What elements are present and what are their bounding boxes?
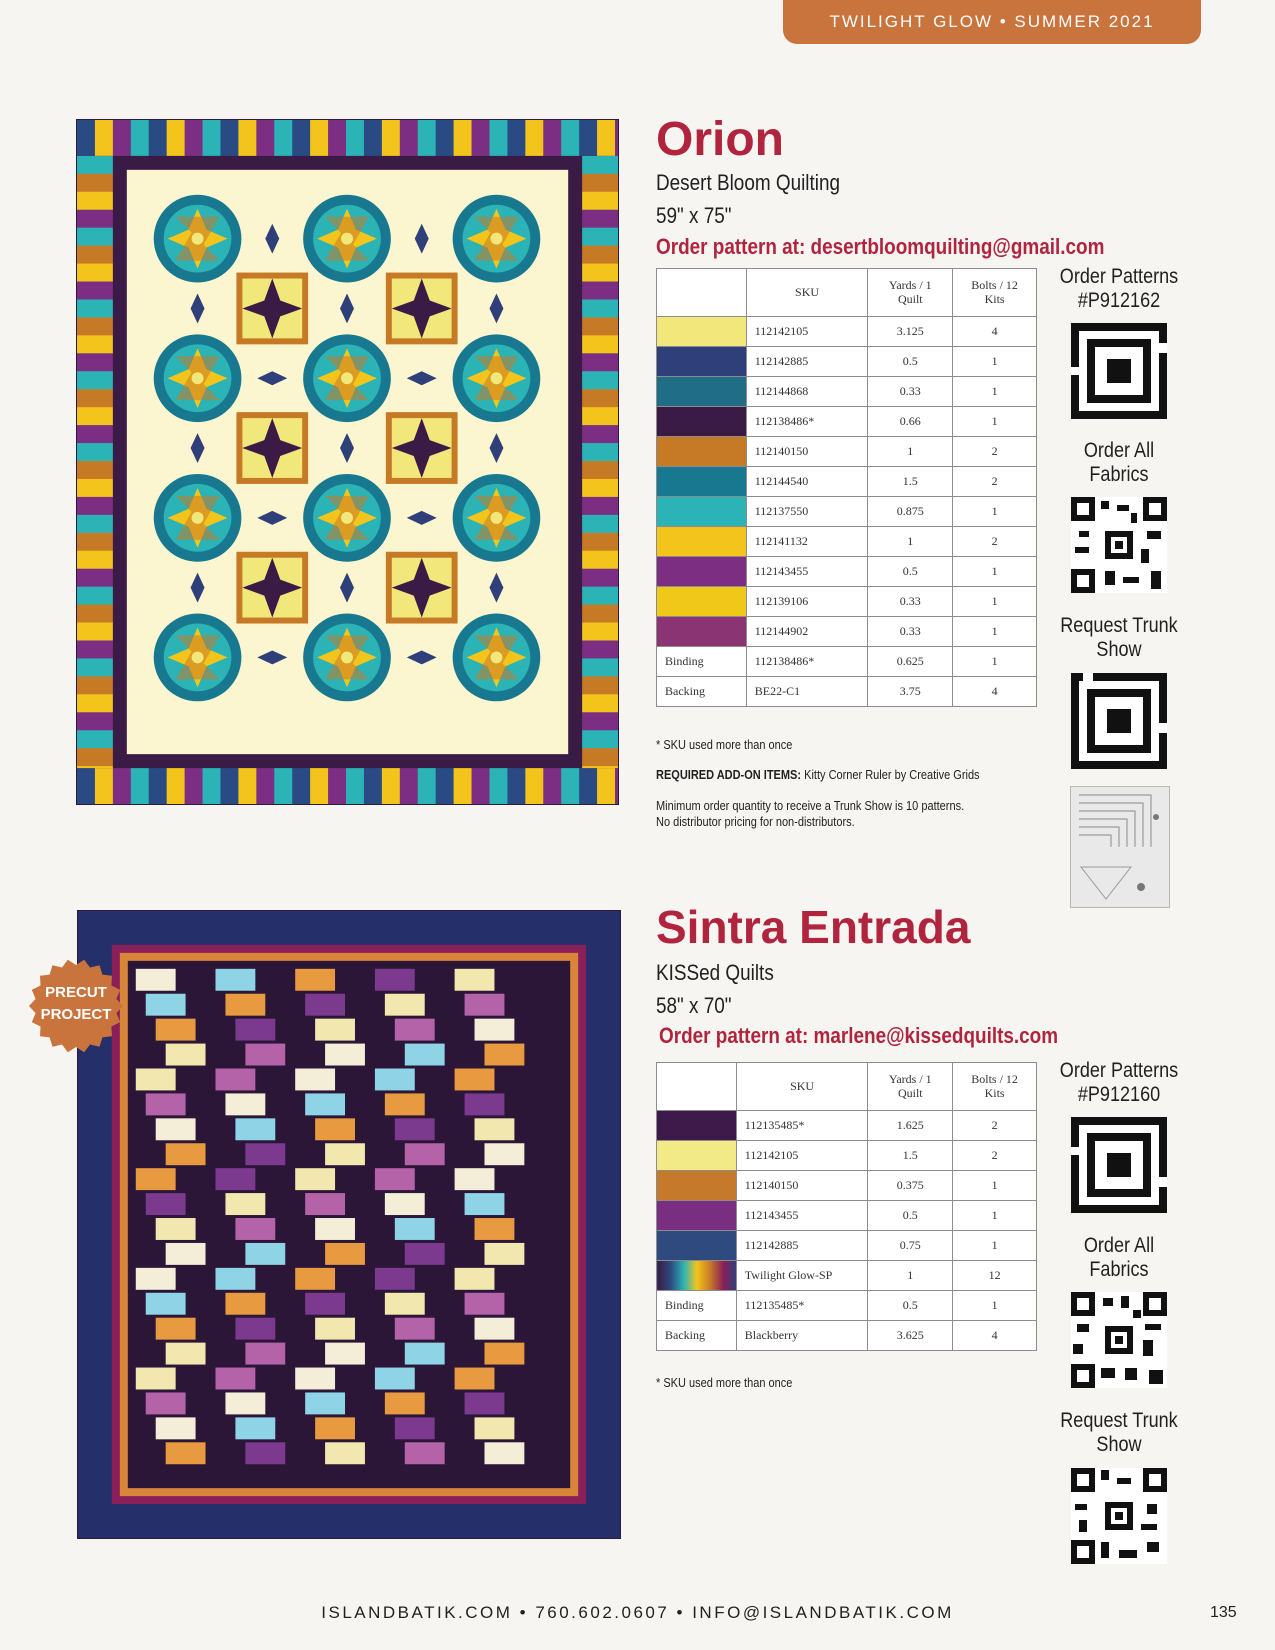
orion-order-fabrics-qr-icon[interactable]: [1071, 497, 1167, 593]
quilt-brick: [395, 1118, 435, 1140]
sintra-size: 58" x 70": [656, 993, 732, 1018]
sku: 112142105: [736, 1141, 868, 1171]
quilt-brick: [375, 1068, 415, 1090]
quilt-brick: [305, 1193, 345, 1215]
quilt-brick: [245, 1044, 285, 1066]
quilt-brick: [305, 994, 345, 1016]
table-row: [657, 677, 1037, 707]
sintra-order-link[interactable]: Order pattern at: marlene@kissedquilts.com: [659, 1023, 1059, 1048]
sintra-order-fabrics-qr-icon[interactable]: [1071, 1292, 1167, 1388]
table-row: [657, 347, 1037, 377]
yards-value: 1.625: [868, 1111, 953, 1141]
fabric-swatch: [657, 407, 747, 437]
quilt-brick: [395, 1417, 435, 1439]
quilt-brick: [245, 1143, 285, 1165]
table-row: [657, 317, 1037, 347]
quilt-brick: [325, 1442, 365, 1464]
quilt-brick: [375, 1268, 415, 1290]
quilt-brick: [235, 1118, 275, 1140]
table-header-row: [657, 269, 1037, 317]
table-header-row: [657, 1063, 1037, 1111]
quilt-brick: [225, 994, 265, 1016]
row-label: Binding: [657, 1291, 737, 1321]
quilt-brick: [146, 1392, 186, 1414]
quilt-brick: [475, 1118, 515, 1140]
bolts-value: 1: [953, 497, 1037, 527]
fabric-swatch: [657, 467, 747, 497]
sku: 112143455: [736, 1201, 868, 1231]
sintra-title: Sintra Entrada: [656, 901, 971, 953]
quilt-brick: [156, 1118, 196, 1140]
quilt-brick: [136, 1268, 176, 1290]
quilt-brick: [166, 1243, 206, 1265]
quilt-brick: [325, 1343, 365, 1365]
bolts-header: Bolts / 12 Kits: [953, 269, 1037, 317]
bolts-value: 1: [953, 647, 1037, 677]
bolts-value: 2: [953, 437, 1037, 467]
orion-title: Orion: [656, 113, 784, 166]
header-tab-text: TWILIGHT GLOW • SUMMER 2021: [829, 12, 1155, 31]
yards-value: 1.5: [868, 467, 953, 497]
addon-text: Kitty Corner Ruler by Creative Grids: [804, 768, 980, 782]
quilt-brick: [385, 1193, 425, 1215]
quilt-brick: [235, 1218, 275, 1240]
quilt-brick: [156, 1318, 196, 1340]
bolts-value: 4: [953, 677, 1037, 707]
trunk-show-text-1: Request Trunk: [1060, 1409, 1178, 1432]
yards-value: 0.33: [868, 377, 953, 407]
yards-value: 0.5: [868, 1201, 953, 1231]
yards-value: 0.375: [868, 1171, 953, 1201]
sintra-order-fabrics-label: [1055, 1234, 1184, 1282]
sku: 112135485*: [736, 1111, 868, 1141]
order-fabrics-text-2: Fabrics: [1089, 1258, 1149, 1281]
quilt-brick: [395, 1019, 435, 1041]
quilt-brick: [485, 1343, 525, 1365]
yards-value: 1: [868, 437, 953, 467]
quilt-brick: [315, 1019, 355, 1041]
yards-value: 0.875: [868, 497, 953, 527]
orion-quilt-image: [76, 119, 619, 805]
quilt-brick: [455, 1068, 495, 1090]
quilt-brick: [475, 1318, 515, 1340]
table-row: [657, 407, 1037, 437]
quilt-brick: [225, 1293, 265, 1315]
table-row: [657, 467, 1037, 497]
quilt-brick: [485, 1143, 525, 1165]
quilt-brick: [395, 1218, 435, 1240]
quilt-brick: [315, 1218, 355, 1240]
sku: Twilight Glow-SP: [736, 1261, 868, 1291]
quilt-brick: [166, 1343, 206, 1365]
yards-value: 3.125: [868, 317, 953, 347]
orion-min-order-line-1: Minimum order quantity to receive a Trunk Show is 10 patterns.: [656, 799, 965, 813]
orion-quilt-svg: [77, 120, 618, 804]
fabric-swatch: [657, 497, 747, 527]
quilt-brick: [305, 1093, 345, 1115]
quilt-brick: [146, 1293, 186, 1315]
quilt-brick: [375, 969, 415, 991]
fabric-swatch: [657, 527, 747, 557]
footer-contact: ISLANDBATIK.COM • 760.602.0607 • INFO@ISLANDBATIK.COM: [321, 1603, 954, 1622]
fabric-swatch: [657, 1261, 737, 1291]
fabric-swatch: [657, 1141, 737, 1171]
quilt-brick: [465, 994, 505, 1016]
table-row: [657, 1171, 1037, 1201]
quilt-brick: [455, 1268, 495, 1290]
quilt-brick: [375, 1168, 415, 1190]
yards-value: 3.75: [868, 677, 953, 707]
table-row: [657, 497, 1037, 527]
sku: 112142885: [746, 347, 868, 377]
quilt-brick: [215, 1368, 255, 1390]
quilt-brick: [485, 1044, 525, 1066]
sku: 112142105: [746, 317, 868, 347]
bolts-value: 1: [953, 1171, 1037, 1201]
quilt-brick: [465, 1193, 505, 1215]
fabric-swatch: [657, 1231, 737, 1261]
yards-value: 0.5: [868, 557, 953, 587]
bolts-value: 2: [953, 1141, 1037, 1171]
yards-value: 1.5: [868, 1141, 953, 1171]
sintra-fabric-table: [656, 1062, 1037, 1351]
bolts-value: 1: [953, 557, 1037, 587]
quilt-brick: [136, 1168, 176, 1190]
quilt-brick: [485, 1243, 525, 1265]
yards-value: 0.66: [868, 407, 953, 437]
quilt-brick: [455, 1368, 495, 1390]
quilt-brick: [166, 1143, 206, 1165]
quilt-brick: [465, 1392, 505, 1414]
quilt-brick: [295, 1268, 335, 1290]
sku-header: SKU: [746, 269, 868, 317]
quilt-brick: [475, 1019, 515, 1041]
quilt-brick: [245, 1243, 285, 1265]
quilt-brick: [225, 1093, 265, 1115]
table-row: [657, 1321, 1037, 1351]
sintra-quilt-svg: [78, 911, 620, 1538]
quilt-brick: [325, 1044, 365, 1066]
bolts-value: 1: [953, 1201, 1037, 1231]
ruler-icon: [1071, 787, 1171, 909]
yards-value: 0.5: [868, 1291, 953, 1321]
quilt-brick: [475, 1218, 515, 1240]
table-row: [657, 647, 1037, 677]
sku: 112144540: [746, 467, 868, 497]
quilt-brick: [315, 1118, 355, 1140]
quilt-brick: [315, 1417, 355, 1439]
bolts-value: 4: [953, 1321, 1037, 1351]
table-row: [657, 1231, 1037, 1261]
sintra-quilt-image: [77, 910, 621, 1539]
sku: 112144868: [746, 377, 868, 407]
table-row: [657, 1201, 1037, 1231]
sku: 112138486*: [746, 647, 868, 677]
quilt-brick: [405, 1143, 445, 1165]
quilt-brick: [146, 1093, 186, 1115]
bolts-value: 4: [953, 317, 1037, 347]
row-label: Binding: [657, 647, 747, 677]
quilt-brick: [405, 1243, 445, 1265]
quilt-brick: [295, 1168, 335, 1190]
order-fabrics-text-1: Order All: [1083, 439, 1155, 462]
table-row: [657, 1111, 1037, 1141]
orion-trunk-show-label: [1055, 614, 1184, 662]
sintra-trunk-show-qr-icon[interactable]: [1071, 1468, 1167, 1564]
sku: Blackberry: [736, 1321, 868, 1351]
fabric-swatch: [657, 1201, 737, 1231]
table-row: [657, 557, 1037, 587]
orion-order-patterns-qr-icon[interactable]: [1071, 323, 1167, 419]
quilt-brick: [295, 969, 335, 991]
orion-trunk-show-qr-icon[interactable]: [1071, 673, 1167, 769]
fabric-swatch: [657, 617, 747, 647]
yards-header: Yards / 1 Quilt: [868, 1063, 953, 1111]
badge-line-1: PRECUT: [45, 984, 107, 1001]
quilt-brick: [295, 1368, 335, 1390]
quilt-brick: [465, 1093, 505, 1115]
fabric-swatch: [657, 317, 747, 347]
sku: 112139106: [746, 587, 868, 617]
quilt-brick: [315, 1318, 355, 1340]
quilt-brick: [405, 1442, 445, 1464]
sintra-trunk-show-label: [1055, 1409, 1184, 1457]
header-tab: [783, 0, 1201, 44]
quilt-brick: [166, 1442, 206, 1464]
quilt-brick: [385, 994, 425, 1016]
yards-value: 1: [868, 527, 953, 557]
yards-value: 0.5: [868, 347, 953, 377]
trunk-show-text-2: Show: [1096, 638, 1142, 661]
quilt-brick: [405, 1044, 445, 1066]
bolts-value: 1: [953, 1231, 1037, 1261]
quilt-brick: [395, 1318, 435, 1340]
sku: 112138486*: [746, 407, 868, 437]
orion-designer: Desert Bloom Quilting: [656, 170, 841, 195]
orion-size: 59" x 75": [656, 203, 732, 228]
quilt-brick: [215, 1168, 255, 1190]
bolts-value: 2: [953, 1111, 1037, 1141]
quilt-brick: [235, 1417, 275, 1439]
quilt-brick: [465, 1293, 505, 1315]
quilt-brick: [455, 969, 495, 991]
row-label: Backing: [657, 677, 747, 707]
table-row: [657, 587, 1037, 617]
table-row: [657, 377, 1037, 407]
sku: 112140150: [746, 437, 868, 467]
sintra-order-patterns-label: [1055, 1059, 1184, 1107]
quilt-brick: [146, 1193, 186, 1215]
yards-value: 3.625: [868, 1321, 953, 1351]
badge-line-2: PROJECT: [40, 1006, 112, 1023]
quilt-brick: [215, 969, 255, 991]
yards-value: 0.625: [868, 647, 953, 677]
bolts-header: Bolts / 12 Kits: [953, 1063, 1037, 1111]
fabric-swatch: [657, 347, 747, 377]
orion-min-order-line-2: No distributor pricing for non-distributors.: [656, 815, 855, 829]
table-row: [657, 527, 1037, 557]
yards-header: Yards / 1 Quilt: [868, 269, 953, 317]
quilt-brick: [325, 1143, 365, 1165]
table-row: [657, 1261, 1037, 1291]
sintra-order-patterns-qr-icon[interactable]: [1071, 1117, 1167, 1213]
table-row: [657, 1141, 1037, 1171]
quilt-brick: [156, 1019, 196, 1041]
quilt-brick: [385, 1392, 425, 1414]
yards-value: 0.75: [868, 1231, 953, 1261]
quilt-brick: [156, 1417, 196, 1439]
table-row: [657, 1291, 1037, 1321]
order-fabrics-text-2: Fabrics: [1089, 463, 1149, 486]
quilt-brick: [136, 1068, 176, 1090]
addon-label: REQUIRED ADD-ON ITEMS:: [656, 768, 802, 782]
quilt-brick: [405, 1343, 445, 1365]
yards-value: 0.33: [868, 587, 953, 617]
quilt-brick: [455, 1168, 495, 1190]
quilt-brick: [235, 1318, 275, 1340]
orion-addon-note: [656, 768, 980, 782]
fabric-swatch: [657, 437, 747, 467]
quilt-brick: [146, 994, 186, 1016]
pattern-number: #P912160: [1077, 1083, 1161, 1106]
quilt-brick: [485, 1442, 525, 1464]
row-label: Backing: [657, 1321, 737, 1351]
quilt-brick: [385, 1093, 425, 1115]
pattern-number: #P912162: [1077, 289, 1161, 312]
quilt-brick: [305, 1392, 345, 1414]
quilt-brick: [325, 1243, 365, 1265]
trunk-show-text-2: Show: [1096, 1433, 1142, 1456]
quilt-brick: [475, 1417, 515, 1439]
quilt-brick: [225, 1392, 265, 1414]
orion-fabric-table: [656, 268, 1037, 707]
sku: 112140150: [736, 1171, 868, 1201]
quilt-brick: [215, 1068, 255, 1090]
swatch-header: [657, 269, 747, 317]
quilt-brick: [225, 1193, 265, 1215]
precut-badge-text: [28, 982, 124, 1026]
bolts-value: 1: [953, 407, 1037, 437]
quilt-brick: [156, 1218, 196, 1240]
fabric-swatch: [657, 587, 747, 617]
orion-order-link[interactable]: Order pattern at: desertbloomquilting@gmail.com: [656, 234, 1105, 259]
swatch-header: [657, 1063, 737, 1111]
bolts-value: 1: [953, 1291, 1037, 1321]
table-row: [657, 437, 1037, 467]
bolts-value: 1: [953, 377, 1037, 407]
sku: 112144902: [746, 617, 868, 647]
table-row: [657, 617, 1037, 647]
sku-header: SKU: [736, 1063, 868, 1111]
bolts-value: 1: [953, 587, 1037, 617]
yards-value: 0.33: [868, 617, 953, 647]
quilt-brick: [295, 1068, 335, 1090]
sku: BE22-C1: [746, 677, 868, 707]
quilt-brick: [136, 969, 176, 991]
bolts-value: 1: [953, 617, 1037, 647]
quilt-brick: [305, 1293, 345, 1315]
order-patterns-text: Order Patterns: [1059, 265, 1179, 288]
sku: 112137550: [746, 497, 868, 527]
sku: 112142885: [736, 1231, 868, 1261]
page-number: 135: [1210, 1604, 1237, 1621]
orion-order-patterns-label: [1055, 265, 1184, 313]
quilt-brick: [375, 1368, 415, 1390]
fabric-swatch: [657, 1111, 737, 1141]
fabric-swatch: [657, 557, 747, 587]
quilt-brick: [385, 1293, 425, 1315]
trunk-show-text-1: Request Trunk: [1060, 614, 1178, 637]
orion-order-fabrics-label: [1055, 439, 1184, 487]
bolts-value: 12: [953, 1261, 1037, 1291]
fabric-swatch: [657, 377, 747, 407]
sku: 112135485*: [736, 1291, 868, 1321]
order-fabrics-text-1: Order All: [1083, 1234, 1155, 1257]
orion-asterisk-note: * SKU used more than once: [656, 738, 793, 752]
yards-value: 1: [868, 1261, 953, 1291]
kitty-corner-ruler-image: [1070, 786, 1170, 908]
order-patterns-text: Order Patterns: [1059, 1059, 1179, 1082]
quilt-brick: [245, 1442, 285, 1464]
sintra-designer: KISSed Quilts: [656, 960, 774, 985]
sku: 112143455: [746, 557, 868, 587]
bolts-value: 2: [953, 467, 1037, 497]
sintra-asterisk-note: * SKU used more than once: [656, 1376, 793, 1390]
fabric-swatch: [657, 1171, 737, 1201]
quilt-brick: [136, 1368, 176, 1390]
sku: 112141132: [746, 527, 868, 557]
quilt-brick: [245, 1343, 285, 1365]
bolts-value: 1: [953, 347, 1037, 377]
quilt-brick: [215, 1268, 255, 1290]
quilt-brick: [166, 1044, 206, 1066]
quilt-brick: [235, 1019, 275, 1041]
bolts-value: 2: [953, 527, 1037, 557]
